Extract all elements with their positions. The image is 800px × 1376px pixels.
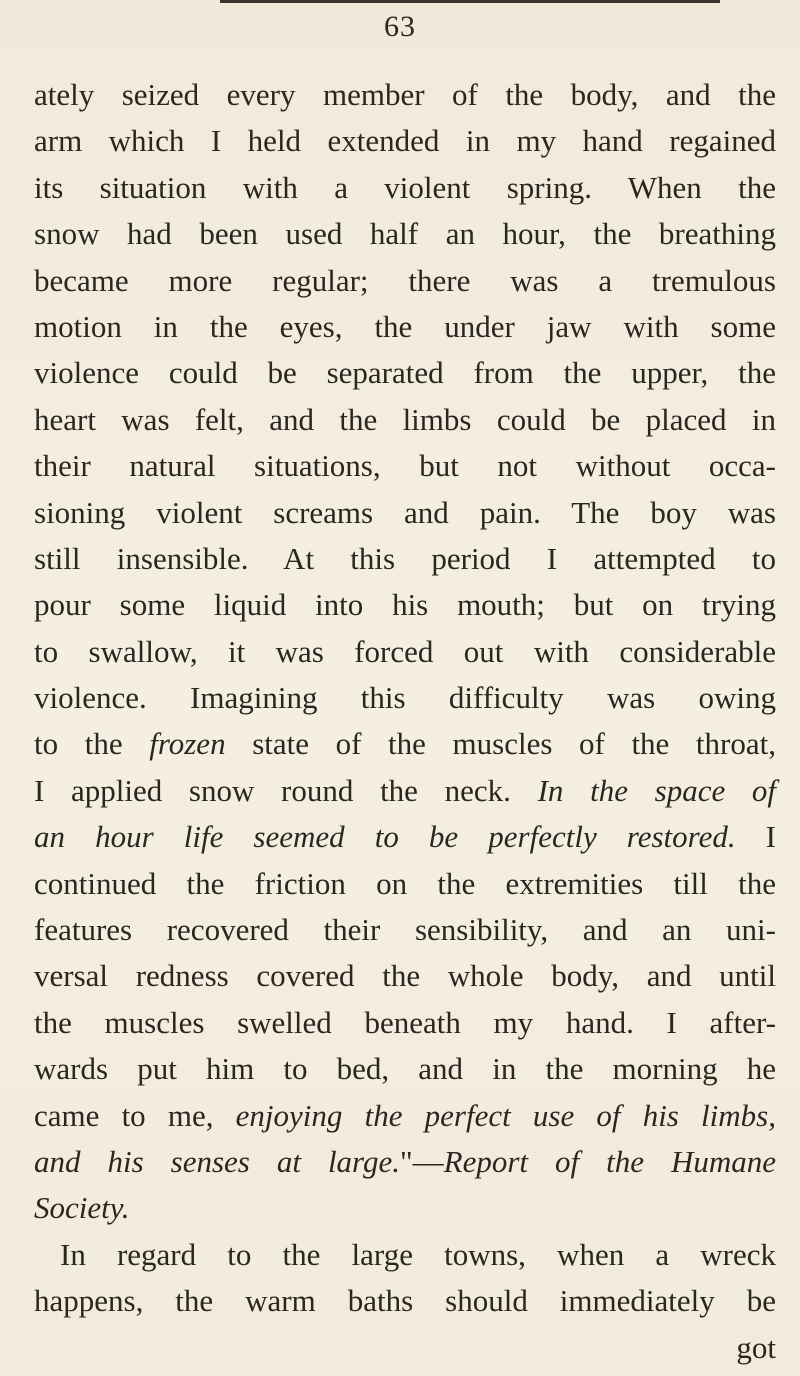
text-line (34, 443, 776, 489)
text-line (34, 675, 776, 721)
text-line (34, 1325, 776, 1371)
text-line (34, 1046, 776, 1092)
text-line (34, 536, 776, 582)
text-run: I (735, 819, 776, 855)
text-run: pour some liquid into his mouth; but on trying (34, 587, 776, 623)
text-run: came to me, (34, 1097, 236, 1133)
text-run: motion in the eyes, the under jaw with some (34, 308, 776, 344)
italic-text-run: Society. (34, 1190, 130, 1226)
text-run: sioning violent screams and pain. The boy was (34, 494, 776, 530)
text-run: to the (34, 726, 150, 762)
text-run: heart was felt, and the limbs could be placed in (34, 401, 776, 437)
italic-text-run: an hour life seemed to be perfectly restored. (34, 819, 736, 855)
text-line (34, 1093, 776, 1139)
text-run: violence could be separated from the upper, the (34, 355, 776, 391)
text-run: arm which I held extended in my hand regained (34, 123, 776, 159)
text-line (34, 304, 776, 350)
text-line (34, 629, 776, 675)
text-run: the muscles swelled beneath my hand. I after- (34, 1004, 776, 1040)
text-line (34, 118, 776, 164)
text-line (34, 350, 776, 396)
text-line (34, 1139, 776, 1185)
text-run: wards put him to bed, and in the morning he (34, 1051, 776, 1087)
text-run: got (736, 1329, 776, 1365)
text-run: state of the muscles of the throat, (225, 726, 776, 762)
text-run: I applied snow round the neck. (34, 772, 538, 808)
text-line (34, 1278, 776, 1324)
text-line (34, 907, 776, 953)
text-line (34, 72, 776, 118)
text-run: to swallow, it was forced out with considerable (34, 633, 776, 669)
italic-text-run: Report of the Humane (443, 1143, 776, 1179)
text-line (34, 258, 776, 304)
text-run: features recovered their sensibility, and an uni- (34, 912, 776, 948)
text-run: its situation with a violent spring. When the (34, 169, 776, 205)
text-line (34, 953, 776, 999)
text-run: versal redness covered the whole body, and until (34, 958, 776, 994)
italic-text-run: and his senses at large. (34, 1143, 400, 1179)
text-line (34, 1000, 776, 1046)
text-line (34, 397, 776, 443)
text-run: In regard to the large towns, when a wreck (60, 1236, 776, 1272)
text-line (34, 490, 776, 536)
italic-text-run: In the space of (537, 772, 777, 808)
text-line (34, 721, 776, 767)
text-line (34, 814, 776, 860)
text-line (34, 1232, 776, 1278)
text-line (34, 582, 776, 628)
text-run: violence. Imagining this difficulty was owing (34, 680, 776, 716)
top-rule (220, 0, 720, 3)
text-run: their natural situations, but not without occa- (34, 448, 776, 484)
italic-text-run: enjoying the perfect use of his limbs, (235, 1097, 776, 1133)
text-line (34, 768, 776, 814)
text-run: still insensible. At this period I attempted to (34, 540, 776, 576)
text-line (34, 211, 776, 257)
text-run: ately seized every member of the body, and the (34, 77, 776, 112)
text-run: became more regular; there was a tremulous (34, 262, 776, 298)
text-run: snow had been used half an hour, the breathing (34, 216, 776, 252)
text-line (34, 165, 776, 211)
body-text (34, 72, 776, 1371)
text-line (34, 1185, 776, 1231)
text-run: "— (399, 1143, 444, 1179)
italic-text-run: frozen (149, 726, 226, 762)
text-run: continued the friction on the extremities till the (34, 865, 776, 901)
text-run: happens, the warm baths should immediately be (34, 1283, 776, 1319)
page-number: 63 (384, 10, 416, 43)
text-line (34, 861, 776, 907)
